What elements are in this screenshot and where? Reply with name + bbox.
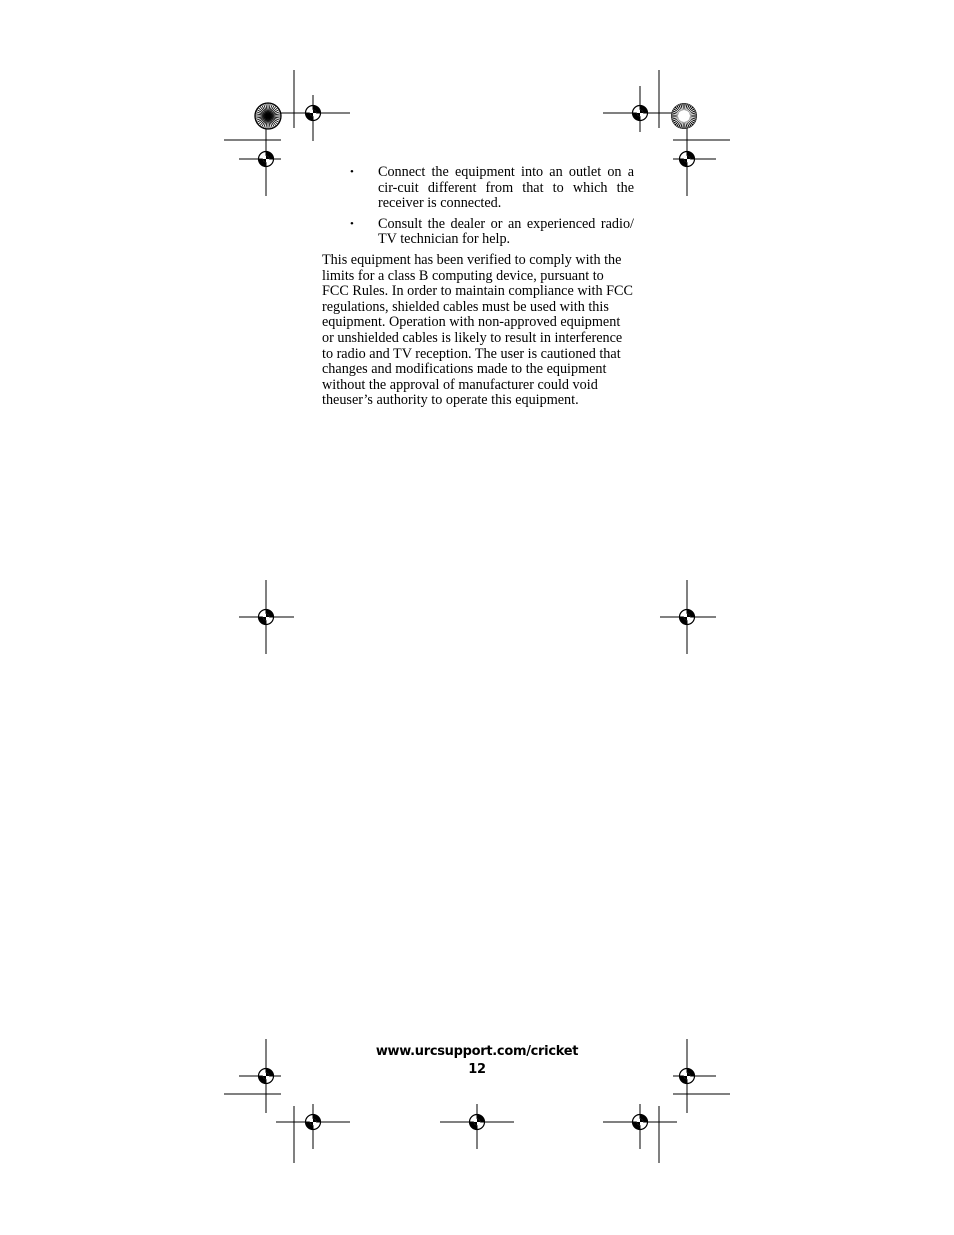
registration-target-icon — [470, 1115, 485, 1130]
registration-target-icon — [633, 106, 648, 121]
bullet-icon: • — [350, 217, 354, 230]
page-footer — [0, 1043, 954, 1079]
bullet-list — [322, 165, 634, 248]
starburst-target-icon — [671, 103, 697, 129]
page-number: 12 — [468, 1062, 486, 1077]
bullet-text: Connect the equipment into an outlet on a cir-cuit different from that to which the receiver is connected. — [378, 164, 634, 212]
document-body — [322, 165, 634, 409]
fcc-compliance-paragraph: This equipment has been verified to comply with the limits for a class B computing device, pursuant to FCC Rules. In order to maintain compliance with FCC regulations, shielded cables must be used with this equipment. Operation with non-approved equipment or unshielded cables is likely to result in interference to radio and TV reception. The user is cautioned that changes and modifications made to the equipment without the approval of manufacturer could void theuser’s authority to operate this equipment. — [322, 251, 633, 409]
bullet-icon: • — [350, 166, 354, 178]
list-item — [322, 165, 634, 212]
registration-target-icon — [259, 152, 274, 167]
starburst-target-icon — [255, 103, 281, 129]
registration-target-icon — [633, 1115, 648, 1130]
registration-target-icon — [306, 106, 321, 121]
footer-url: www.urcsupport.com/cricket — [375, 1044, 579, 1059]
registration-target-icon — [680, 610, 695, 625]
bullet-text: Consult the dealer or an experienced radio/ TV technician for help. — [378, 215, 634, 248]
list-item — [322, 217, 634, 248]
registration-target-icon — [259, 610, 274, 625]
registration-target-icon — [680, 152, 695, 167]
registration-target-icon — [306, 1115, 321, 1130]
